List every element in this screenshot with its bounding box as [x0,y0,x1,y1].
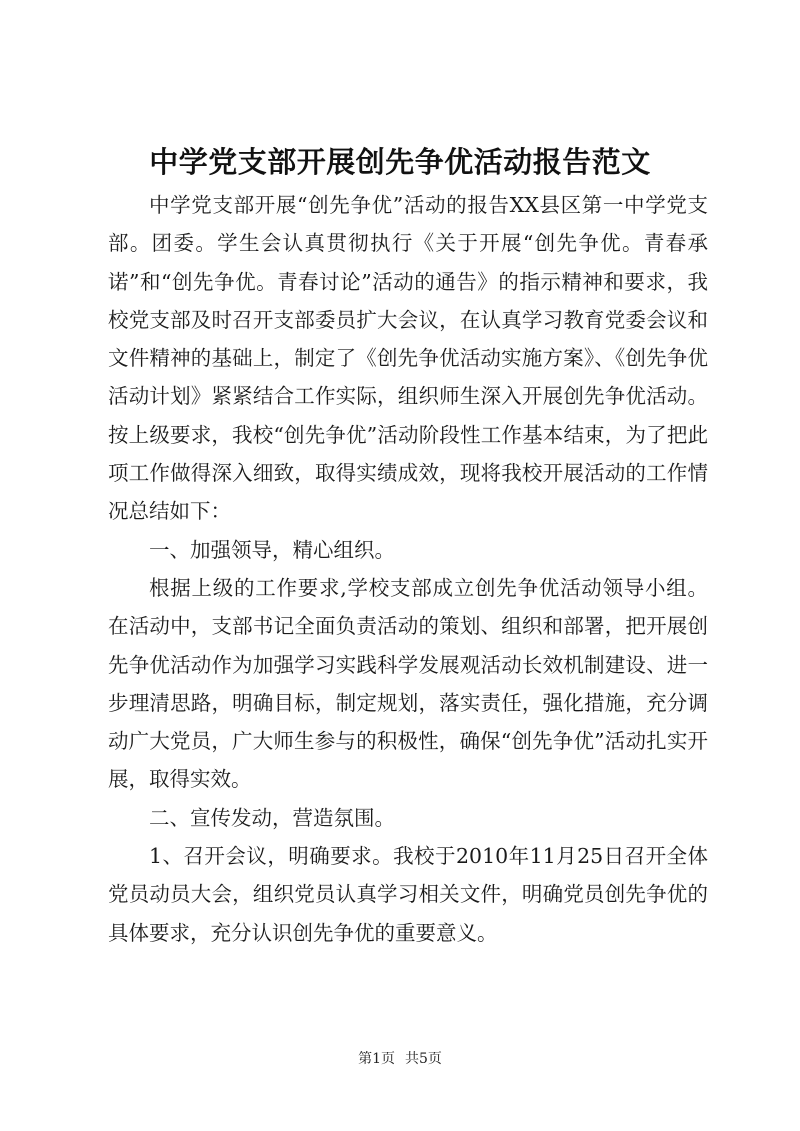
paragraph-intro: 中学党支部开展“创先争优”活动的报告XX县区第一中学党支部。团委。学生会认真贯彻执行《关于开展“创先争优。青春承诺”和“创先争优。青春讨论”活动的通告》的指示精神和要求，我校党支部及时召开支部委员扩大会议，在认真学习教育党委会议和文件精神的基础上，制定了《创先争优活动实施方案》、《创先争优活动计划》紧紧结合工作实际，组织师生深入开展创先争优活动。按上级要求，我校“创先争优”活动阶段性工作基本结束，为了把此项工作做得深入细致，取得实绩成效，现将我校开展活动的工作情况总结如下： [108,193,708,524]
document-title: 中学党支部开展创先争优活动报告范文 [149,145,651,179]
paragraph-section-2-item-1: 1、召开会议，明确要求。我校于2010年11月25日召开全体党员动员大会，组织党员认真学习相关文件，明确党员创先争优的具体要求，充分认识创先争优的重要意义。 [108,844,708,945]
page-number-current: 第1页 [358,1051,395,1067]
page-footer [0,1048,800,1068]
section-heading-2: 二、宣传发动，营造氛围。 [149,805,395,830]
paragraph-section-1: 根据上级的工作要求,学校支部成立创先争优活动领导小组。在活动中，支部书记全面负责活动的策划、组织和部署，把开展创先争优活动作为加强学习实践科学发展观活动长效机制建设、进一步理清思路，明确目标，制定规划，落实责任，强化措施，充分调动广大党员，广大师生参与的积极性，确保“创先争优”活动扎实开展，取得实效。 [108,575,708,792]
document-body [108,186,708,952]
page-number-total: 共5页 [405,1051,442,1067]
section-heading-1: 一、加强领导，精心组织。 [149,537,395,562]
